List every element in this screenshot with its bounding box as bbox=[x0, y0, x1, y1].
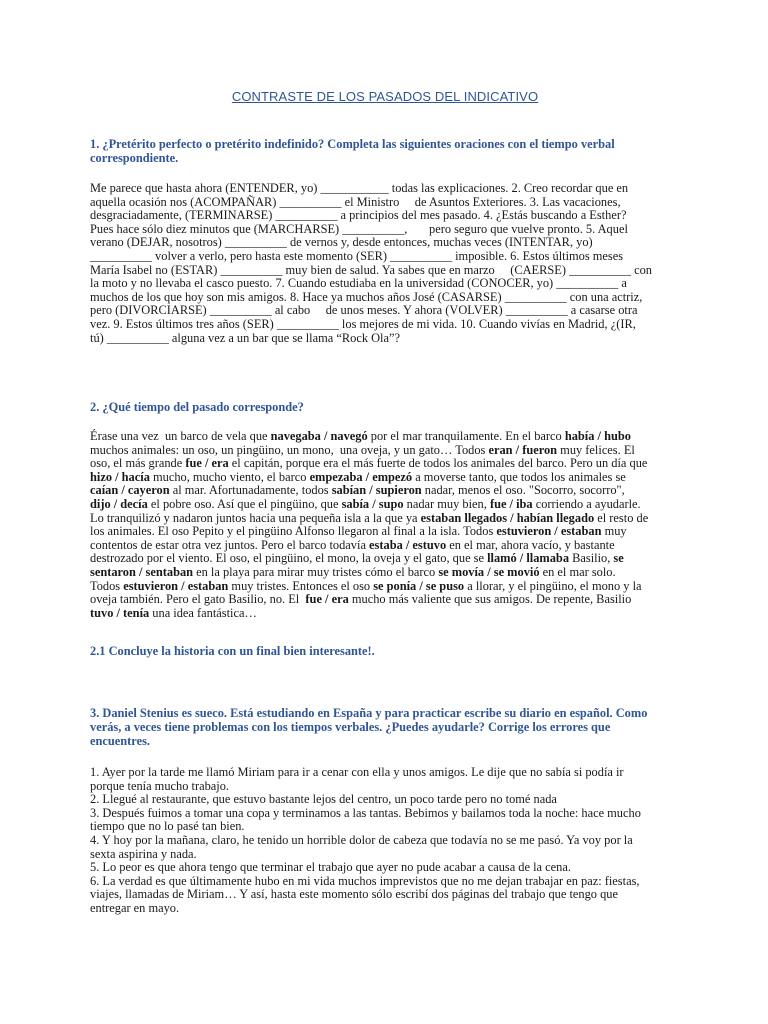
story-line: hizo / hacía mucho, mucho viento, el barco empezaba / empezó a moverse tanto, que todos los animales se bbox=[90, 469, 626, 484]
exercise-line: muchos de los que hoy son mis amigos. 8. Hace ya muchos años José (CASARSE) __________ con una actriz, bbox=[90, 289, 643, 304]
diary-item-line: sexta aspirina y nada. bbox=[90, 846, 197, 861]
verb-choice: sentaron / sentaban bbox=[90, 564, 194, 579]
verb-choice: fue / era bbox=[305, 592, 349, 607]
verb-choice: se ponía / se puso bbox=[373, 578, 465, 593]
section-2-story bbox=[90, 430, 678, 620]
diary-item-line: entregar en mayo. bbox=[90, 900, 180, 915]
verb-choice: fue / iba bbox=[489, 496, 533, 511]
section-1-exercise bbox=[90, 182, 678, 345]
story-line: Todos estuvieron / estaban muy tristes. Entonces el oso se ponía / se puso a llorar, y el pingüino, el mono y la bbox=[90, 578, 642, 593]
story-line: contentos de estar otra vez juntos. Pero el barco todavía estaba / estuvo en el mar, ahora vacío, y bastante bbox=[90, 537, 615, 552]
exercise-line: María Isabel no (ESTAR) __________ muy bien de salud. Ya sabes que en marzo (CAERSE) __________ con bbox=[90, 262, 653, 277]
story-line: sentaron / sentaban en la playa para mirar muy tristes cómo el barco se movía / se movió en el mar solo. bbox=[90, 564, 616, 579]
section-2-heading: 2. ¿Qué tiempo del pasado corresponde? bbox=[90, 400, 304, 414]
diary-item-line: 6. La verdad es que últimamente hubo en mi vida muchos imprevistos que no me dejan trabajar en paz: fiestas, bbox=[90, 873, 640, 888]
story-line: los animales. El oso Pepito y el pingüino Alfonso llegaron al final a la isla. Todos estuvieron / estaban muy bbox=[90, 524, 627, 539]
verb-choice: eran / fueron bbox=[488, 442, 558, 457]
story-line: oso, el más grande fue / era el capitán, porque era el más fuerte de todos los animales del barco. Pero un día que bbox=[90, 456, 648, 471]
verb-choice: estuvieron / estaban bbox=[496, 524, 602, 539]
diary-item-line: porque tenía mucho trabajo. bbox=[90, 778, 230, 793]
verb-choice: había / hubo bbox=[564, 429, 631, 443]
story-line: tuvo / tenía una idea fantástica… bbox=[90, 605, 257, 620]
diary-item-line: viajes, llamadas de Miriam… Y así, hasta este momento sólo escribí dos páginas del trabajo que tengo que bbox=[90, 887, 618, 902]
exercise-line: la moto y no llevaba el casco puesto. 7. Cuando estudiaba en la universidad (CONOCER, yo) __________ a bbox=[90, 276, 627, 291]
verb-choice: caían / cayeron bbox=[90, 483, 170, 498]
story-line: caían / cayeron al mar. Afortunadamente, todos sabían / supieron nadar, menos el oso. "Socorro, socorro", bbox=[90, 483, 625, 498]
verb-choice: navegaba / navegó bbox=[270, 429, 368, 443]
verb-choice: empezaba / empezó bbox=[309, 469, 413, 484]
verb-choice: tuvo / tenía bbox=[90, 605, 150, 620]
diary-item-line: tiempo que no lo pasé tan bien. bbox=[90, 819, 245, 834]
verb-choice: fue / era bbox=[185, 456, 229, 471]
verb-choice: se movía / se movió bbox=[438, 564, 540, 579]
verb-choice: sabía / supo bbox=[341, 496, 404, 511]
verb-choice: llamó / llamaba bbox=[487, 551, 570, 566]
section-3-heading: 3. Daniel Stenius es sueco. Está estudiando en España y para practicar escribe su diario en español. Como verás, a veces tiene problemas con los tiempos verbales. ¿Puedes ayudarle? Corrige los errores que encuentres. bbox=[90, 706, 648, 748]
document-title: CONTRASTE DE LOS PASADOS DEL INDICATIVO bbox=[231, 89, 539, 104]
diary-item-line: 3. Después fuimos a tomar una copa y terminamos a las tantas. Bebimos y bailamos toda la noche: hace mucho bbox=[90, 805, 641, 820]
verb-choice: estaban llegados / habían llegado bbox=[420, 510, 595, 525]
story-line: destrozado por el viento. El oso, el pingüino, el mono, la oveja y el gato, que se llamó / llamaba Basilio, se bbox=[90, 551, 624, 566]
story-line: muchos animales: un oso, un pingüino, un mono, una oveja, y un gato… Todos eran / fueron muy felices. El bbox=[90, 442, 635, 457]
exercise-line: verano (DEJAR, nosotros) __________ de vernos y, desde entonces, muchas veces (INTENTAR, yo) bbox=[90, 235, 593, 250]
section-1-heading: 1. ¿Pretérito perfecto o pretérito indefinido? Completa las siguientes oraciones con el tiempo verbal correspondiente. bbox=[90, 137, 615, 165]
story-line: dijo / decía el pobre oso. Así que el pingüino, que sabía / supo nadar muy bien, fue / iba corriendo a ayudarle. bbox=[90, 496, 641, 511]
diary-item-line: 1. Ayer por la tarde me llamó Miriam para ir a cenar con ella y unos amigos. Le dije que no sabía si podía ir bbox=[90, 765, 624, 779]
story-line: oveja también. Pero el gato Basilio, no. El fue / era mucho más valiente que sus amigos. De repente, Basilio bbox=[90, 592, 632, 607]
verb-choice: sabían / supieron bbox=[331, 483, 422, 498]
diary-item-line: 5. Lo peor es que ahora tengo que terminar el trabajo que ayer no pude acabar a causa de la cena. bbox=[90, 860, 571, 875]
diary-item-line: 2. Llegué al restaurante, que estuvo bastante lejos del centro, un poco tarde pero no tomé nada bbox=[90, 792, 557, 807]
verb-choice: dijo / decía bbox=[90, 496, 148, 511]
section-3-diary-list bbox=[90, 766, 680, 916]
exercise-line: desgraciadamente, (TERMINARSE) __________ a principios del mes pasado. 4. ¿Estás buscando a Esther? bbox=[90, 208, 627, 223]
verb-choice: estaba / estuvo bbox=[369, 537, 447, 552]
verb-choice: se bbox=[613, 551, 624, 566]
diary-item-line: 4. Y hoy por la mañana, claro, he tenido un horrible dolor de cabeza que todavía no se me pasó. Ya voy por la bbox=[90, 832, 633, 847]
exercise-line: aquella ocasión nos (ACOMPAÑAR) __________ el Ministro de Asuntos Exteriores. 3. Las vacaciones, bbox=[90, 194, 621, 209]
story-line: Lo tranquilizó y nadaron juntos hacia una pequeña isla a la que ya estaban llegados / habían llegado el resto de bbox=[90, 510, 649, 525]
exercise-line: Pues hace sólo diez minutos que (MARCHARSE) __________, pero seguro que vuelve pronto. 5. Aquel bbox=[90, 221, 628, 236]
exercise-line: pero (DIVORCIARSE) __________ al cabo de unos meses. Y ahora (VOLVER) __________ a casarse otra bbox=[90, 303, 638, 318]
exercise-line: tú) __________ alguna vez a un bar que se llama “Rock Ola”? bbox=[90, 330, 401, 345]
verb-choice: hizo / hacía bbox=[90, 469, 150, 484]
exercise-line: vez. 9. Estos últimos tres años (SER) __________ los mejores de mi vida. 10. Cuando vivías en Madrid, ¿(IR, bbox=[90, 316, 636, 331]
section-2-1-heading: 2.1 Concluye la historia con un final bien interesante!. bbox=[90, 644, 375, 658]
exercise-line: __________ volver a verlo, pero hasta este momento (SER) __________ imposible. 6. Estos últimos meses bbox=[90, 248, 624, 263]
verb-choice: estuvieron / estaban bbox=[123, 578, 229, 593]
story-line: Érase una vez un barco de vela que navegaba / navegó por el mar tranquilamente. En el barco había / hubo bbox=[90, 429, 631, 443]
exercise-line: Me parece que hasta ahora (ENTENDER, yo) ___________ todas las explicaciones. 2. Creo recordar que en bbox=[90, 181, 629, 195]
